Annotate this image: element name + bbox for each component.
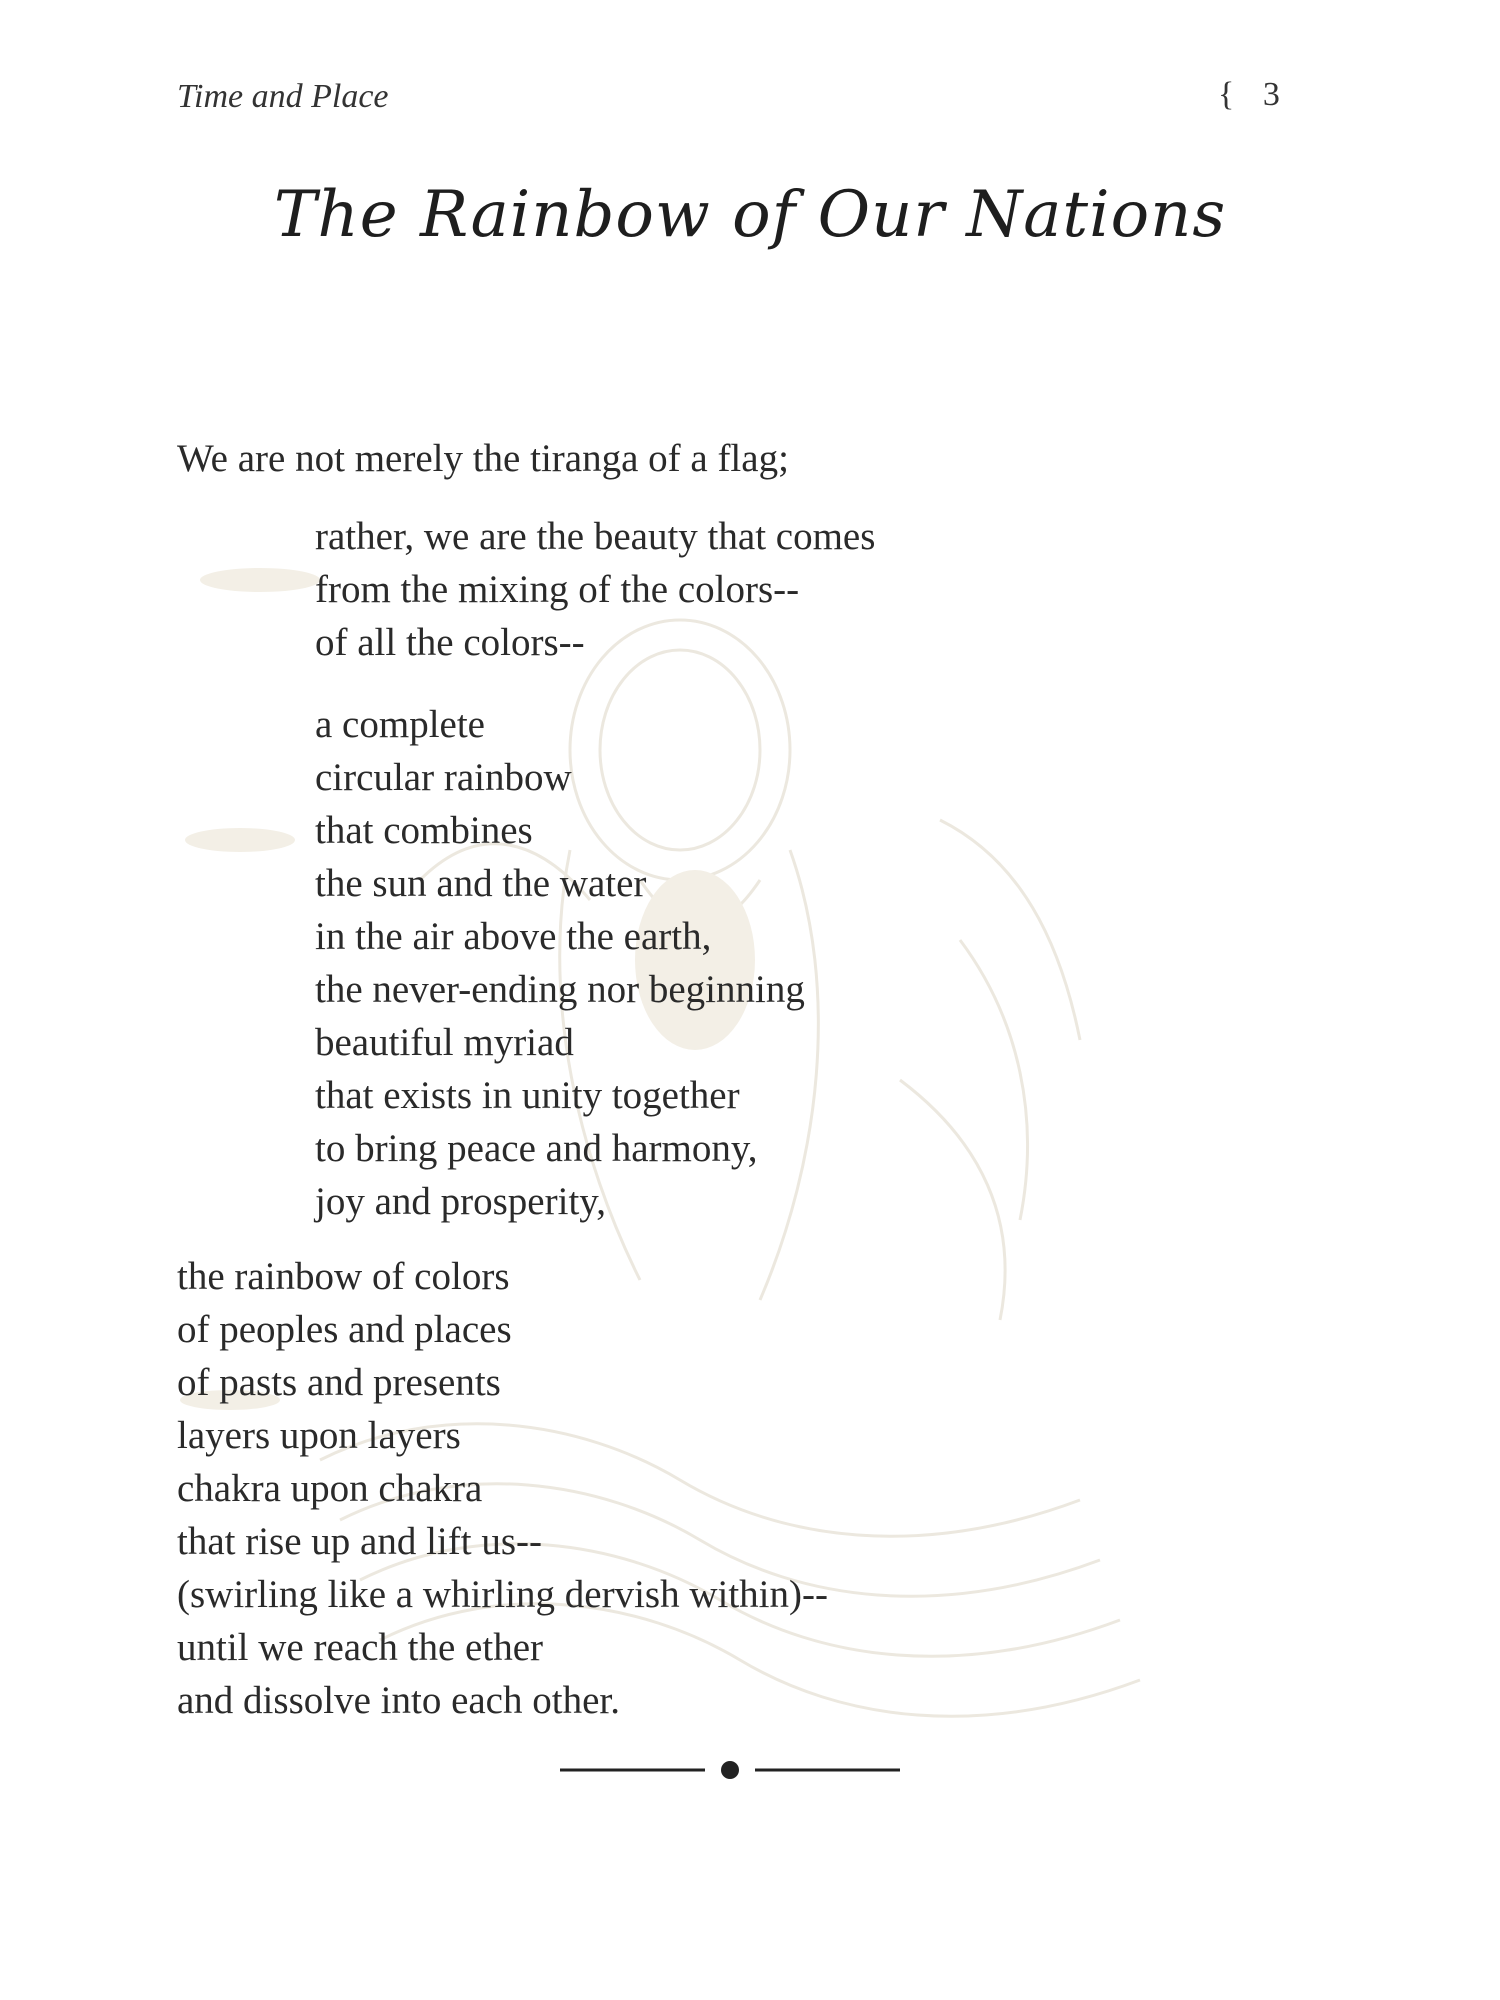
poem-line: layers upon layers bbox=[177, 1414, 461, 1457]
page-number: { 3 bbox=[1218, 76, 1290, 113]
stanza-4 bbox=[177, 1250, 828, 1727]
poem-line: We are not merely the tiranga of a flag; bbox=[177, 437, 789, 480]
poem-line: in the air above the earth, bbox=[315, 915, 712, 958]
poem-line: chakra upon chakra bbox=[177, 1467, 483, 1510]
poem-line: of all the colors-- bbox=[315, 621, 585, 664]
poem-line: circular rainbow bbox=[315, 756, 572, 799]
stanza-1 bbox=[177, 432, 789, 485]
poem-line: the rainbow of colors bbox=[177, 1255, 510, 1298]
poem-line: (swirling like a whirling dervish within)-- bbox=[177, 1573, 828, 1616]
running-head: Time and Place bbox=[177, 78, 389, 115]
poem-line: the never-ending nor beginning bbox=[315, 968, 805, 1011]
stanza-2 bbox=[315, 510, 875, 669]
poem-line: of peoples and places bbox=[177, 1308, 512, 1351]
poem-line: rather, we are the beauty that comes bbox=[315, 515, 876, 558]
poem-line: of pasts and presents bbox=[177, 1361, 501, 1404]
poem-line: the sun and the water bbox=[315, 862, 647, 905]
poem-line: beautiful myriad bbox=[315, 1021, 574, 1064]
poem-line: until we reach the ether bbox=[177, 1626, 543, 1669]
poem-line: that rise up and lift us-- bbox=[177, 1520, 542, 1563]
poem-line: and dissolve into each other. bbox=[177, 1679, 620, 1722]
stanza-3 bbox=[315, 698, 805, 1228]
poem-title: The Rainbow of Our Nations bbox=[273, 178, 1227, 252]
poem-line: joy and prosperity, bbox=[315, 1180, 606, 1223]
poem-line: a complete bbox=[315, 703, 485, 746]
section-end-ornament bbox=[560, 1755, 900, 1785]
poem-line: that exists in unity together bbox=[315, 1074, 740, 1117]
poem-line: that combines bbox=[315, 809, 533, 852]
poem-line: from the mixing of the colors-- bbox=[315, 568, 800, 611]
poem-line: to bring peace and harmony, bbox=[315, 1127, 758, 1170]
